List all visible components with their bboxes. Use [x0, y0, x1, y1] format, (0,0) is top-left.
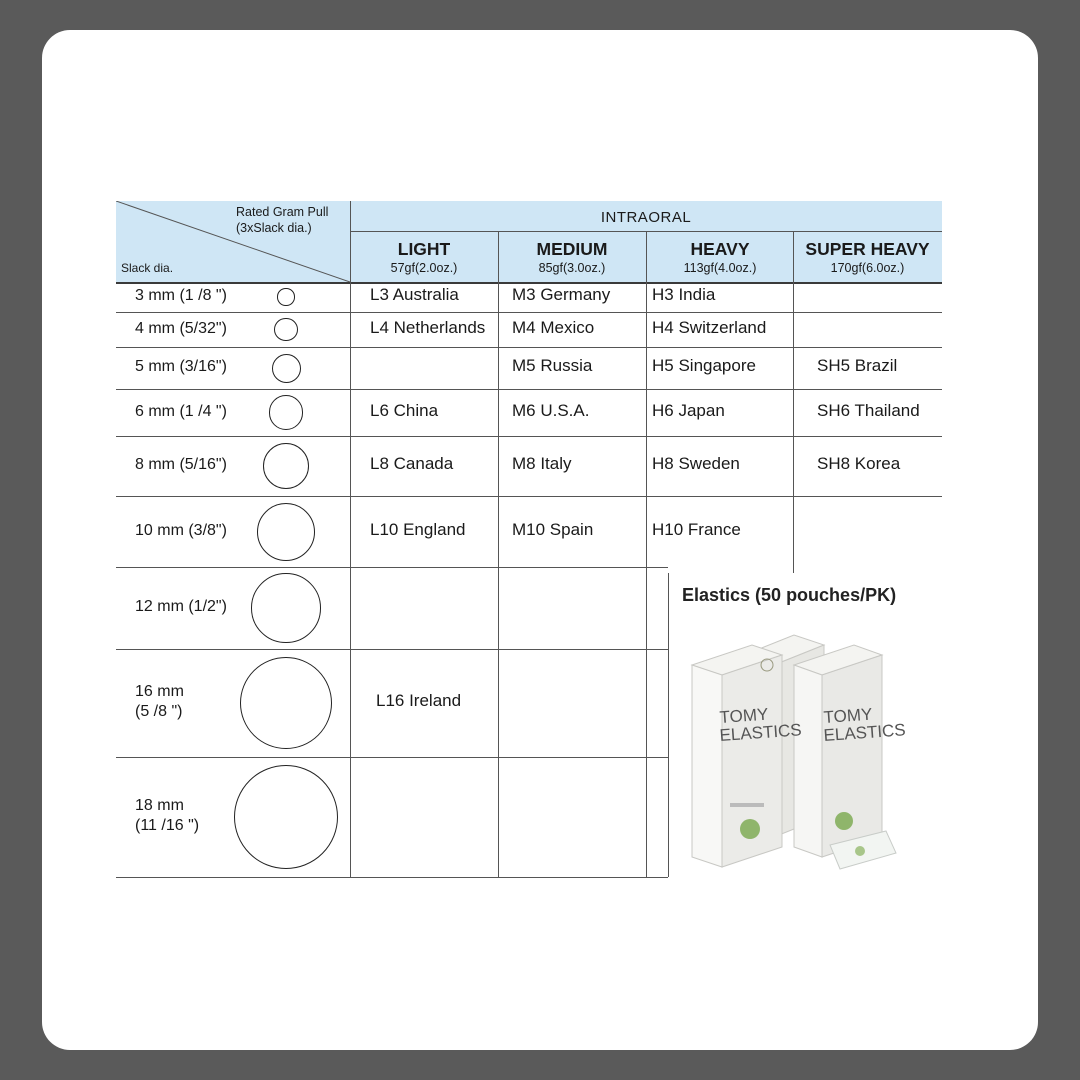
force-medium: 85gf(3.0oz.) — [538, 261, 606, 275]
elastic-diameter-ring — [240, 657, 333, 750]
box-label-front-2: ELASTICS — [718, 720, 803, 745]
slack-size-inch-label: (11 /16 ") — [135, 817, 200, 834]
slack-size-inch-label: (5 /8 ") — [135, 703, 183, 720]
column-divider — [668, 573, 669, 877]
slack-size-label: 10 mm (3/8") — [135, 521, 227, 539]
slack-size-label: 5 mm (3/16") — [135, 358, 227, 375]
cell-medium: M8 Italy — [512, 454, 572, 473]
row-divider — [116, 567, 668, 568]
force-light: 57gf(2.0oz.) — [390, 261, 458, 275]
cell-heavy: H10 France — [652, 519, 741, 539]
slack-size-label: 4 mm (5/32") — [135, 319, 227, 337]
box-label-right-2: ELASTICS — [822, 720, 907, 745]
slack-size-label: 3 mm (1 /8 ") — [135, 287, 227, 304]
cell-light: L10 England — [370, 519, 466, 539]
row-divider — [116, 757, 668, 758]
slack-size-label: 12 mm (1/2") — [135, 598, 227, 615]
category-medium: MEDIUM — [536, 239, 608, 259]
row-divider — [116, 389, 942, 390]
slack-size-label: 16 mm — [135, 683, 184, 700]
elastic-diameter-ring — [263, 443, 309, 489]
row-divider — [116, 649, 668, 650]
box-green-seal-icon — [740, 819, 760, 839]
cell-medium: M6 U.S.A. — [512, 400, 590, 420]
category-super-heavy: SUPER HEAVY — [805, 239, 930, 259]
cell-medium: M10 Spain — [512, 519, 594, 539]
cell-light: L6 China — [370, 400, 439, 420]
slack-size-label: 8 mm (5/16") — [135, 456, 227, 473]
slack-size-label: 6 mm (1 /4 ") — [135, 402, 227, 420]
product-box-right — [794, 645, 906, 857]
cell-medium: M4 Mexico — [512, 317, 595, 337]
elastic-diameter-ring — [274, 318, 297, 341]
elastic-diameter-ring — [234, 765, 338, 869]
product-boxes-image — [690, 631, 944, 877]
product-title: Elastics (50 pouches/PK) — [682, 585, 897, 605]
row-divider — [116, 436, 942, 437]
rated-gram-pull-note: (3xSlack dia.) — [236, 221, 312, 235]
cell-super-heavy: SH6 Thailand — [817, 400, 920, 420]
category-light: LIGHT — [397, 239, 451, 259]
elastic-diameter-ring — [272, 354, 301, 383]
elastic-diameter-ring — [277, 288, 294, 305]
cell-heavy: H3 India — [652, 285, 716, 304]
box-label-front-1: TOMY — [718, 704, 769, 727]
cell-heavy: H5 Singapore — [652, 356, 756, 375]
cell-heavy: H4 Switzerland — [652, 317, 767, 337]
category-heavy: HEAVY — [690, 239, 750, 259]
slack-dia-label: Slack dia. — [121, 261, 174, 275]
force-heavy: 113gf(4.0oz.) — [683, 261, 757, 275]
row-divider — [116, 877, 668, 878]
rated-gram-pull-label: Rated Gram Pull — [236, 205, 329, 219]
column-divider — [350, 201, 351, 877]
cell-light: L16 Ireland — [376, 691, 462, 710]
cell-light: L8 Canada — [370, 454, 454, 473]
cell-light: L4 Netherlands — [370, 317, 486, 337]
cell-super-heavy: SH8 Korea — [817, 454, 901, 473]
force-super-heavy: 170gf(6.0oz.) — [830, 261, 905, 275]
row-divider — [116, 347, 942, 348]
row-divider — [116, 312, 942, 313]
elastics-size-table — [116, 201, 942, 877]
cell-heavy: H8 Sweden — [652, 454, 740, 473]
cell-heavy: H6 Japan — [652, 400, 725, 420]
cell-super-heavy: SH5 Brazil — [817, 356, 898, 375]
column-divider — [646, 231, 647, 877]
column-divider — [498, 231, 499, 877]
box-label-right-1: TOMY — [822, 704, 873, 727]
elastic-diameter-ring — [251, 573, 321, 643]
elastic-diameter-ring — [269, 395, 304, 430]
slack-size-label: 18 mm — [135, 797, 184, 814]
cell-medium: M3 Germany — [512, 285, 611, 304]
elastic-diameter-ring — [257, 503, 315, 561]
cell-light: L3 Australia — [370, 285, 459, 304]
cell-medium: M5 Russia — [512, 356, 593, 375]
header-bottom-border — [116, 282, 942, 284]
column-divider — [793, 231, 794, 573]
row-divider — [116, 496, 942, 497]
box-green-seal-icon — [835, 812, 853, 830]
intraoral-group-heading: INTRAORAL — [600, 209, 692, 226]
